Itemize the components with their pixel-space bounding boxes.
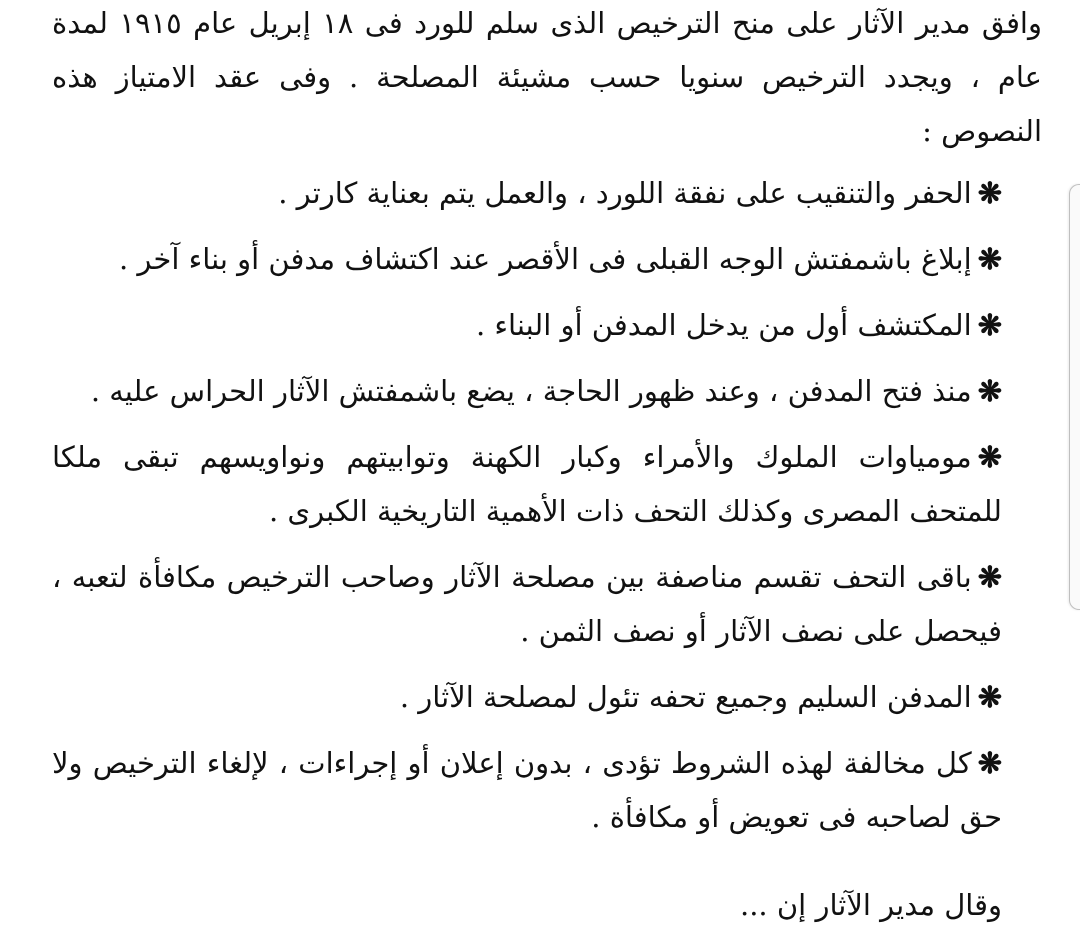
- list-item: [52, 298, 1002, 352]
- list-item: [52, 364, 1002, 418]
- bullet-icon: ❋: [977, 746, 1002, 780]
- list-item: [52, 166, 1002, 220]
- list-item-text: المكتشف أول من يدخل المدفن أو البناء .: [475, 308, 972, 342]
- bullet-icon: ❋: [977, 560, 1002, 594]
- list-item-text: منذ فتح المدفن ، وعند ظهور الحاجة ، يضع باشمفتش الآثار الحراس عليه .: [90, 374, 972, 408]
- list-item: [52, 670, 1002, 724]
- list-item: [52, 550, 1002, 658]
- list-item-text: الحفر والتنقيب على نفقة اللورد ، والعمل يتم بعناية كارتر .: [278, 176, 972, 210]
- conditions-list: [52, 166, 1002, 856]
- partial-text-line: وقال مدير الآثار إن ...: [740, 888, 1002, 922]
- list-item-text: المدفن السليم وجميع تحفه تئول لمصلحة الآثار .: [399, 680, 972, 714]
- list-item: [52, 232, 1002, 286]
- list-item: [52, 736, 1002, 844]
- list-item-text: كل مخالفة لهذه الشروط تؤدى ، بدون إعلان أو إجراءات ، لإلغاء الترخيص ولا حق لصاحبه فى تعويض أو مكافأة .: [52, 746, 1002, 834]
- bullet-icon: ❋: [977, 440, 1002, 474]
- bullet-icon: ❋: [977, 308, 1002, 342]
- bullet-icon: ❋: [977, 374, 1002, 408]
- list-item-text: باقى التحف تقسم مناصفة بين مصلحة الآثار وصاحب الترخيص مكافأة لتعبه ، فيحصل على نصف الآثار أو نصف الثمن .: [52, 560, 1002, 648]
- bullet-icon: ❋: [977, 176, 1002, 210]
- list-item-text: مومياوات الملوك والأمراء وكبار الكهنة وتوابيتهم ونواويسهم تبقى ملكا للمتحف المصرى وكذلك التحف ذات الأهمية التاريخية الكبرى .: [52, 440, 1002, 528]
- list-item: [52, 430, 1002, 538]
- scroll-handle[interactable]: [1069, 184, 1080, 610]
- list-item-text: إبلاغ باشمفتش الوجه القبلى فى الأقصر عند اكتشاف مدفن أو بناء آخر .: [118, 242, 972, 276]
- intro-paragraph: وافق مدير الآثار على منح الترخيص الذى سلم للورد فى ١٨ إبريل عام ١٩١٥ لمدة عام ، ويجدد الترخيص سنويا حسب مشيئة المصلحة . وفى عقد الامتياز هذه النصوص :: [52, 6, 1042, 148]
- bullet-icon: ❋: [977, 680, 1002, 714]
- bullet-icon: ❋: [977, 242, 1002, 276]
